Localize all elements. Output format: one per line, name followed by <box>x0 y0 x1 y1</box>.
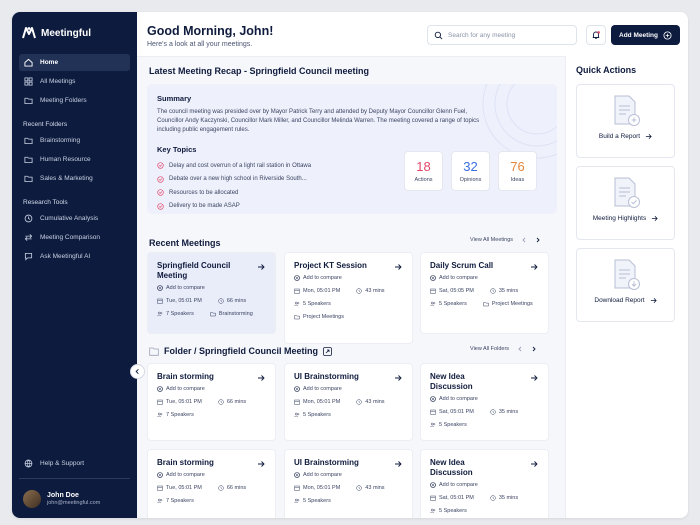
meeting-speakers: 5 Speakers <box>303 498 331 504</box>
sidebar <box>12 12 137 518</box>
meeting-meta <box>294 301 403 307</box>
add-to-compare[interactable] <box>430 482 539 488</box>
meeting-speakers: 5 Speakers <box>439 422 467 428</box>
meeting-title: New Idea Discussion <box>430 372 473 391</box>
meeting-date: Sat, 05:01 PM <box>439 495 474 501</box>
meeting-date: Mon, 05:01 PM <box>303 288 341 294</box>
clock-icon <box>490 495 496 501</box>
header <box>137 12 688 56</box>
app-name: Meetingful <box>41 27 91 39</box>
recent-meetings-title <box>149 238 221 248</box>
meeting-highlights-card[interactable] <box>576 166 675 240</box>
meeting-speakers: 7 Speakers <box>166 311 194 317</box>
meeting-meta <box>294 314 403 320</box>
speakers-icon <box>157 311 163 317</box>
clock-icon <box>490 288 496 294</box>
meeting-meta <box>294 485 403 491</box>
meeting-duration: 66 mins <box>226 399 247 405</box>
user-profile[interactable] <box>19 485 130 518</box>
chat-icon <box>24 252 33 261</box>
speakers-icon <box>157 498 163 504</box>
add-to-compare-label: Add to compare <box>303 472 342 478</box>
sidebar-item-brainstorming[interactable] <box>19 132 130 149</box>
clock-icon <box>24 214 33 223</box>
meeting-folder: Project Meetings <box>303 314 344 320</box>
arrow-right-icon[interactable] <box>394 263 402 271</box>
meeting-meta <box>430 288 539 294</box>
meeting-meta <box>294 399 403 405</box>
meeting-speakers: 5 Speakers <box>303 412 331 418</box>
view-all-folders <box>470 346 537 352</box>
sidebar-item-label: All Meetings <box>40 78 76 85</box>
quick-actions-panel <box>565 56 688 518</box>
chevron-left-icon <box>134 368 141 375</box>
arrow-right-icon[interactable] <box>394 460 402 468</box>
add-to-compare[interactable] <box>157 386 266 392</box>
meeting-date: Mon, 05:01 PM <box>303 399 341 405</box>
folder-icon <box>294 314 300 320</box>
qa-label-text: Meeting Highlights <box>592 215 647 222</box>
qa-label-text: Download Report <box>594 297 645 304</box>
folder-icon <box>149 347 159 356</box>
check-circle-icon <box>157 203 164 210</box>
meeting-title: Brain storming <box>157 458 214 467</box>
meeting-meta <box>430 301 539 307</box>
meeting-date: Mon, 05:01 PM <box>303 485 341 491</box>
folder-meeting-card[interactable] <box>147 363 276 441</box>
sidebar-item-label: Meeting Folders <box>40 97 87 104</box>
clock-icon <box>356 485 362 491</box>
document-add-icon <box>611 94 641 128</box>
notifications-button[interactable] <box>586 25 606 45</box>
stat-value: 18 <box>416 159 431 174</box>
calendar-icon <box>294 399 300 405</box>
add-to-compare-label: Add to compare <box>303 386 342 392</box>
clock-icon <box>356 288 362 294</box>
meeting-speakers: 5 Speakers <box>439 301 467 307</box>
check-circle-icon <box>157 176 164 183</box>
calendar-icon <box>430 409 436 415</box>
meeting-card[interactable] <box>147 252 276 334</box>
plus-circle-icon <box>430 482 436 488</box>
stat-label: Ideas <box>510 177 525 183</box>
sidebar-item-ask-ai[interactable] <box>19 248 130 265</box>
view-all-meetings <box>470 237 541 243</box>
meeting-speakers: 5 Speakers <box>303 301 331 307</box>
plus-circle-icon <box>294 275 300 281</box>
add-to-compare-label: Add to compare <box>439 482 478 488</box>
sidebar-item-label: Help & Support <box>40 460 85 467</box>
speakers-icon <box>294 498 300 504</box>
sidebar-item-label: Human Resource <box>40 156 91 163</box>
sidebar-item-all-meetings[interactable] <box>19 73 130 90</box>
meeting-folder: Project Meetings <box>491 301 533 307</box>
chevron-right-icon[interactable] <box>531 346 537 352</box>
calendar-icon <box>157 485 163 491</box>
meeting-date: Tue, 05:01 PM <box>166 399 202 405</box>
add-to-compare-label: Add to compare <box>439 275 478 281</box>
meeting-meta <box>157 498 266 504</box>
plus-circle-icon <box>294 472 300 478</box>
meeting-title: Project KT Session <box>294 261 367 270</box>
folder-icon <box>24 174 33 183</box>
speakers-icon <box>157 412 163 418</box>
research-tools-title: Research Tools <box>23 199 68 206</box>
meeting-title: Springfield Council Meeting <box>157 261 231 280</box>
meeting-meta <box>430 409 539 415</box>
arrow-right-icon[interactable] <box>257 263 265 271</box>
add-to-compare-label: Add to compare <box>166 386 205 392</box>
plus-circle-icon <box>157 472 163 478</box>
build-report-label <box>577 133 674 140</box>
folder-title-text: Folder / Springfield Council Meeting <box>164 346 319 356</box>
meeting-duration: 66 mins <box>226 485 247 491</box>
summary-title: Summary <box>157 94 192 103</box>
add-to-compare[interactable] <box>430 275 539 281</box>
grid-icon <box>24 77 33 86</box>
topic-text: Delivery to be made ASAP <box>169 203 240 210</box>
folder-meeting-card[interactable] <box>284 363 413 441</box>
swap-icon <box>24 233 33 242</box>
add-to-compare[interactable] <box>294 386 403 392</box>
recap-title: Latest Meeting Recap - Springfield Council meeting <box>149 66 370 76</box>
build-report-card[interactable] <box>576 84 675 158</box>
plus-circle-icon <box>430 275 436 281</box>
arrow-right-icon <box>650 297 657 304</box>
meeting-duration: 43 mins <box>365 288 385 294</box>
search-input[interactable] <box>427 25 577 45</box>
topic-text: Debate over a new high school in Riverside South... <box>169 176 307 183</box>
meeting-title: UI Brainstorming <box>294 458 359 467</box>
meeting-duration: 35 mins <box>498 495 519 501</box>
add-to-compare[interactable] <box>430 396 539 402</box>
sidebar-divider <box>19 478 130 479</box>
meeting-title: UI Brainstorming <box>294 372 359 381</box>
add-to-compare[interactable] <box>157 472 266 478</box>
stat-label: Actions <box>414 177 433 183</box>
meeting-folder: Brainstorming <box>218 311 253 317</box>
meeting-title: Daily Scrum Call <box>430 261 494 270</box>
folder-meeting-card[interactable] <box>420 449 549 518</box>
chevron-left-icon[interactable] <box>517 346 523 352</box>
sidebar-item-human-resource[interactable] <box>19 151 130 168</box>
clock-icon <box>356 399 362 405</box>
meeting-card[interactable] <box>420 252 549 334</box>
meeting-meta <box>294 498 403 504</box>
app-logo[interactable] <box>19 26 130 40</box>
plus-circle-icon <box>157 386 163 392</box>
folder-title <box>149 346 332 356</box>
check-circle-icon <box>157 162 164 169</box>
sidebar-item-label: Sales & Marketing <box>40 175 93 182</box>
plus-circle-icon <box>663 31 672 40</box>
add-to-compare[interactable] <box>294 275 403 281</box>
sidebar-item-label: Ask Meetingful AI <box>40 253 91 260</box>
user-name: John Doe <box>47 492 79 499</box>
arrow-right-icon[interactable] <box>530 460 538 468</box>
add-to-compare-label: Add to compare <box>303 275 342 281</box>
folder-meeting-card[interactable] <box>420 363 549 441</box>
search-icon <box>434 31 443 40</box>
meeting-meta <box>294 412 403 418</box>
topic-item <box>157 200 547 214</box>
download-report-label <box>577 297 674 304</box>
calendar-icon <box>294 288 300 294</box>
meeting-title: Brain storming <box>157 372 214 381</box>
speakers-icon <box>294 412 300 418</box>
stat-actions[interactable] <box>404 151 443 191</box>
main-area <box>137 12 688 518</box>
meeting-duration: 43 mins <box>365 485 385 491</box>
sidebar-item-help[interactable] <box>19 455 130 472</box>
greeting-subtitle: Here's a look at all your meetings. <box>147 41 253 48</box>
meeting-meta <box>430 495 539 501</box>
folder-icon <box>24 155 33 164</box>
sidebar-item-meeting-comparison[interactable] <box>19 229 130 246</box>
meeting-date: Tue, 05:01 PM <box>166 298 202 304</box>
add-to-compare[interactable] <box>157 285 266 291</box>
clock-icon <box>490 409 496 415</box>
avatar <box>23 490 41 508</box>
meeting-card[interactable] <box>284 252 413 344</box>
meeting-date: Tue, 05:01 PM <box>166 485 202 491</box>
arrow-right-icon[interactable] <box>530 374 538 382</box>
calendar-icon <box>294 485 300 491</box>
sidebar-bottom <box>19 455 130 518</box>
topic-text: Delay and cost overrun of a light rail station in Ottawa <box>169 162 312 169</box>
meeting-meta <box>157 399 266 405</box>
meeting-duration: 35 mins <box>498 288 519 294</box>
recent-meetings-title-text: Recent Meetings <box>149 238 221 248</box>
stat-opinions[interactable] <box>451 151 490 191</box>
key-topics-title: Key Topics <box>157 145 197 154</box>
folder-meeting-card[interactable] <box>147 449 276 518</box>
meeting-duration: 35 mins <box>498 409 519 415</box>
meeting-speakers: 7 Speakers <box>166 498 194 504</box>
sidebar-item-label: Meeting Comparison <box>40 234 100 241</box>
plus-circle-icon <box>294 386 300 392</box>
stat-value: 32 <box>463 159 478 174</box>
external-link-icon[interactable] <box>323 347 332 356</box>
calendar-icon <box>430 288 436 294</box>
document-download-icon <box>611 258 641 292</box>
arrow-right-icon[interactable] <box>257 374 265 382</box>
sidebar-item-label: Home <box>40 59 59 66</box>
collapse-sidebar-button[interactable] <box>130 364 145 379</box>
home-icon <box>24 58 33 67</box>
speakers-icon <box>294 301 300 307</box>
bell-icon <box>591 30 601 40</box>
chevron-left-icon[interactable] <box>521 237 527 243</box>
meeting-duration: 66 mins <box>226 298 247 304</box>
arrow-right-icon <box>651 215 658 222</box>
folder-icon <box>24 96 33 105</box>
add-to-compare-label: Add to compare <box>166 285 205 291</box>
meeting-meta <box>294 288 403 294</box>
plus-circle-icon <box>157 285 163 291</box>
recent-folders-title: Recent Folders <box>23 121 68 128</box>
meeting-meta <box>430 508 539 514</box>
plus-circle-icon <box>430 396 436 402</box>
recap-panel <box>147 84 557 214</box>
meeting-date: Sat, 05:05 PM <box>439 288 474 294</box>
meetingful-logo-icon <box>22 26 36 40</box>
stat-ideas[interactable] <box>498 151 537 191</box>
arrow-right-icon[interactable] <box>394 374 402 382</box>
add-to-compare-label: Add to compare <box>166 472 205 478</box>
download-report-card[interactable] <box>576 248 675 322</box>
app-window <box>12 12 688 518</box>
meeting-date: Sat, 05:01 PM <box>439 409 474 415</box>
globe-icon <box>24 459 33 468</box>
clock-icon <box>218 485 224 491</box>
view-all-meetings-link[interactable]: View All Meetings <box>470 237 514 243</box>
clock-icon <box>218 298 224 304</box>
sidebar-item-home[interactable] <box>19 54 130 71</box>
meeting-meta <box>157 412 266 418</box>
meeting-meta <box>157 298 266 304</box>
meeting-title: New Idea Discussion <box>430 458 473 477</box>
sidebar-item-meeting-folders[interactable] <box>19 92 130 109</box>
stat-label: Opinions <box>459 177 482 183</box>
meeting-speakers: 7 Speakers <box>166 412 194 418</box>
meeting-meta <box>157 485 266 491</box>
sidebar-item-sales-marketing[interactable] <box>19 170 130 187</box>
arrow-right-icon[interactable] <box>530 263 538 271</box>
add-to-compare[interactable] <box>294 472 403 478</box>
sidebar-item-cumulative-analysis[interactable] <box>19 210 130 227</box>
sidebar-item-label: Cumulative Analysis <box>40 215 99 222</box>
folder-icon <box>483 301 489 307</box>
calendar-icon <box>430 495 436 501</box>
add-to-compare-label: Add to compare <box>439 396 478 402</box>
document-highlight-icon <box>611 176 641 210</box>
add-meeting-button[interactable] <box>611 25 680 45</box>
meeting-meta <box>157 311 266 317</box>
speakers-icon <box>430 301 436 307</box>
clock-icon <box>218 399 224 405</box>
meeting-duration: 43 mins <box>365 399 385 405</box>
search-placeholder: Search for any meeting <box>448 31 516 39</box>
check-circle-icon <box>157 189 164 196</box>
view-all-folders-link[interactable]: View All Folders <box>470 346 510 352</box>
arrow-right-icon[interactable] <box>257 460 265 468</box>
folder-icon <box>210 311 216 317</box>
meeting-meta <box>430 422 539 428</box>
greeting-title: Good Morning, John! <box>147 24 274 38</box>
content-area <box>137 56 565 518</box>
arrow-right-icon <box>645 133 652 140</box>
folder-meeting-card[interactable] <box>284 449 413 518</box>
chevron-right-icon[interactable] <box>535 237 541 243</box>
folder-icon <box>24 136 33 145</box>
topic-text: Resources to be allocated <box>169 189 239 196</box>
calendar-icon <box>157 298 163 304</box>
quick-actions-title: Quick Actions <box>576 65 637 75</box>
meeting-speakers: 5 Speakers <box>439 508 467 514</box>
qa-label-text: Build a Report <box>598 133 641 140</box>
add-meeting-label: Add Meeting <box>619 31 658 39</box>
speakers-icon <box>430 508 436 514</box>
stat-value: 76 <box>510 159 525 174</box>
sidebar-item-label: Brainstorming <box>40 137 81 144</box>
calendar-icon <box>157 399 163 405</box>
summary-text: The council meeting was presided over by Mayor Patrick Terry and attended by Deputy Mayor Councillor Glenn Fuel, Councillor Andy Kaczynski, Councillor Mark Miller, and Councillor Melinda Warren. The meeting covered a range of topics including public engagement rules. <box>157 109 480 133</box>
speakers-icon <box>430 422 436 428</box>
meeting-highlights-label <box>577 215 674 222</box>
user-email: john@meetingful.com <box>47 500 101 506</box>
